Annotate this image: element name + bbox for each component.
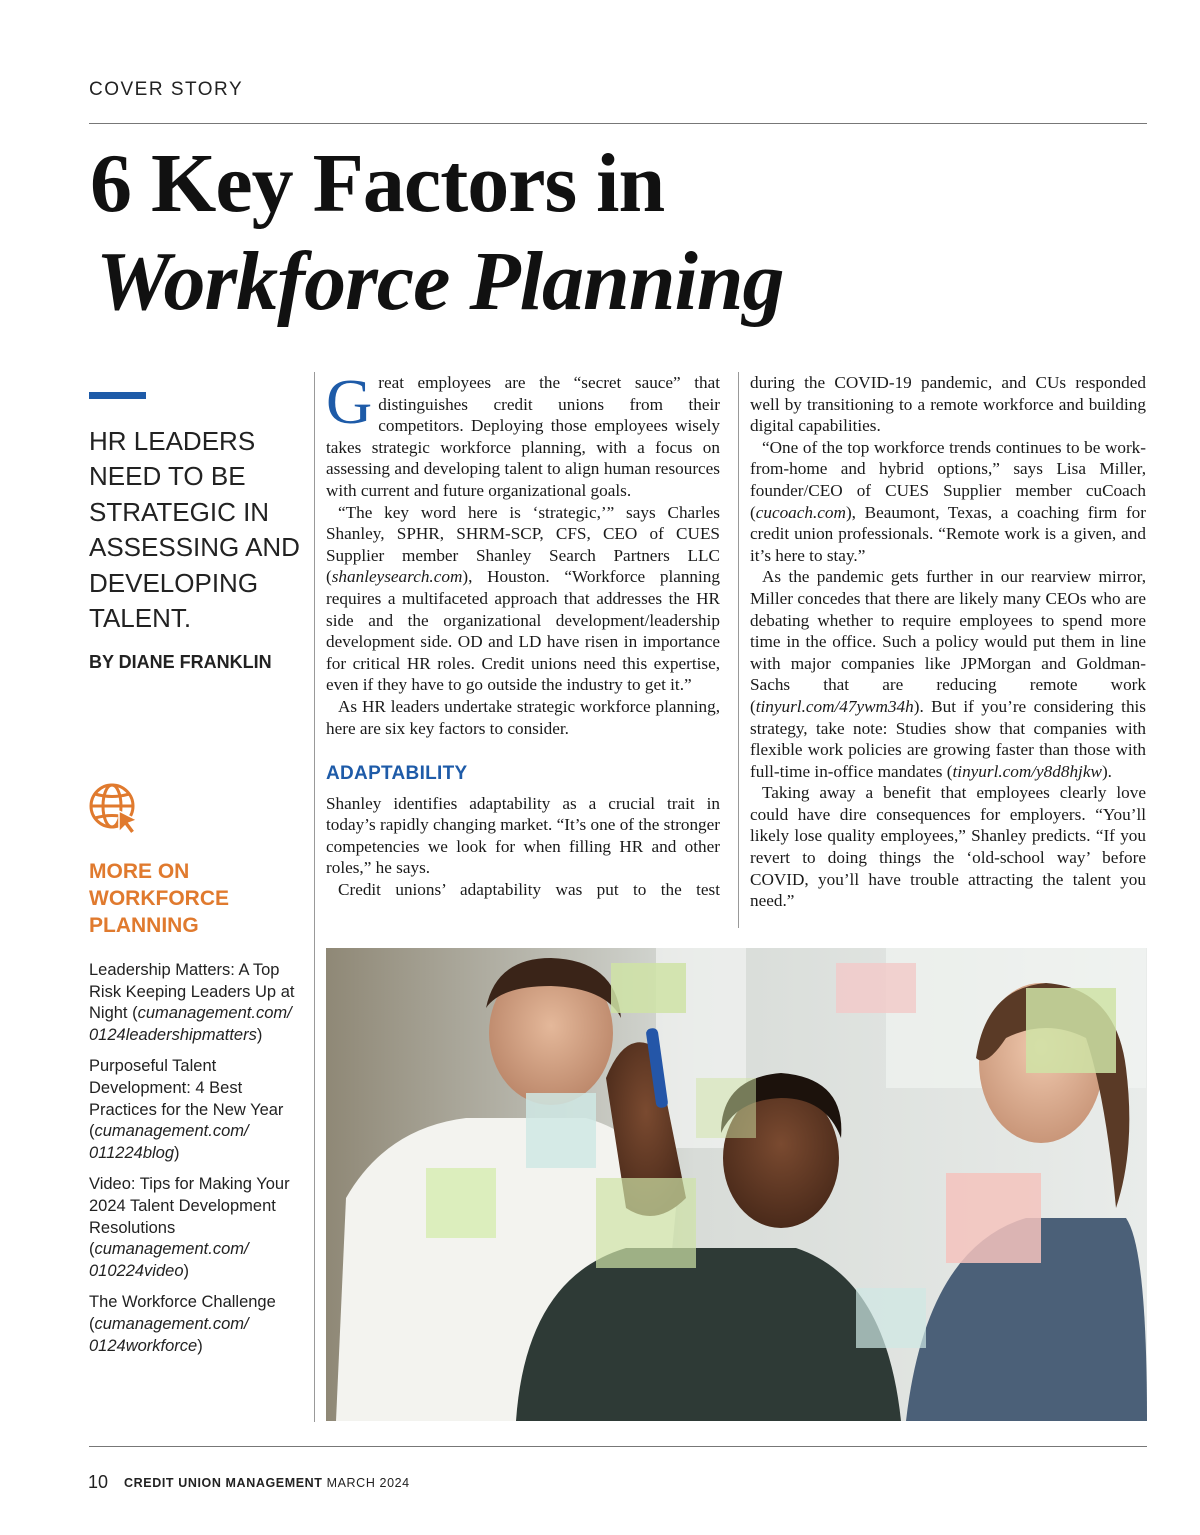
related-link[interactable]: Video: Tips for Making Your 2024 Talent Development Resolutions (cumanagement.com/ 010224video) [89,1175,290,1280]
publication-info [124,1476,410,1490]
related-link-url[interactable]: cumanagement.com/ 0124leadershipmatters [89,1004,292,1044]
article-paragraph: Taking away a benefit that employees clearly love could have dire consequences for employers. “You’ll likely lose quality employees,” Shanley predicts. “If you revert to doing things the ‘old-school way’ before COVID, you’ll have trouble attracting the talent you need.” [750,783,1146,911]
article-column-1 [326,366,720,901]
issue-date: MARCH 2024 [326,1476,410,1490]
section-label: COVER STORY [89,79,244,100]
footer-rule [89,1446,1147,1447]
byline: BY DIANE FRANKLIN [89,652,272,672]
related-link-title: Leadership Matters: A Top Risk Keeping Leaders Up at Night [89,961,295,1023]
related-link-title: Video: Tips for Making Your 2024 Talent Development Resolutions [89,1175,290,1237]
column-divider [738,372,739,928]
header-rule [89,123,1147,124]
related-link-title: Purposeful Talent Development: 4 Best Practices for the New Year [89,1057,284,1119]
article-paragraph: As HR leaders undertake strategic workforce planning, here are six key factors to consider. [326,696,720,738]
inline-link[interactable]: tinyurl.com/47ywm34h [755,696,914,716]
subhead-adaptability: ADAPTABILITY [326,763,468,785]
article-paragraph: As the pandemic gets further in our rearview mirror, Miller concedes that there are likely many CEOs who are debating whether to require employees to spend more time in the office. Such a policy would put them in line with major companies like JPMorgan and Goldman-Sachs that are reducing remote work (tinyurl.com/47ywm34h). But if you’re considering this strategy, take note: Studies show that companies with flexible work policies are growing faster than those with full-time in-office mandates (tinyurl.com/y8d8hjkw). [750,567,1146,781]
related-links-list [89,960,309,1367]
accent-bar [89,392,146,399]
related-link[interactable]: Leadership Matters: A Top Risk Keeping Leaders Up at Night (cumanagement.com/ 0124leadershipmatters) [89,961,295,1044]
related-link-url[interactable]: cumanagement.com/ 0124workforce [89,1314,249,1355]
article-paragraph: “One of the top workforce trends continues to be work-from-home and hybrid options,” says Lisa Miller, founder/CEO of CUES Supplier member cuCoach (cucoach.com), Beaumont, Texas, a coaching firm for credit union professionals. “Remote work is a given, and it’s here to stay.” [750,437,1146,565]
inline-link[interactable]: shanleysearch.com [331,567,463,587]
drop-cap: G [326,366,373,437]
related-link-url[interactable]: cumanagement.com/ 011224blog [89,1122,249,1162]
deck: HR LEADERS NEED TO BE STRATEGIC IN ASSESSING AND DEVELOPING TALENT. [89,426,300,634]
article-paragraph: Great employees are the “secret sauce” that distinguishes credit unions from their competitors. Deploying those employees wisely takes strategic workforce planning, with a focus on assessing and developing talent to align human resources with current and future organizational goals. [326,366,720,500]
article-paragraph: Shanley identifies adaptability as a crucial trait in today’s rapidly changing market. “It’s one of the stronger competencies we look for when filling HR and other roles,” he says. [326,793,720,878]
related-link-title: The Workforce Challenge [89,1293,276,1312]
inline-link[interactable]: cucoach.com [755,502,846,522]
headline-line1: 6 Key Factors in [90,137,665,230]
more-heading: MORE ON WORKFORCE PLANNING [89,860,229,937]
inline-link[interactable]: tinyurl.com/y8d8hjkw [952,761,1102,781]
article-paragraph: Credit unions’ adaptability was put to the test [338,880,720,900]
related-link-url[interactable]: cumanagement.com/ 010224video [89,1240,249,1280]
article-column-2 [750,372,1146,912]
article-paragraph: “The key word here is ‘strategic,’” says Charles Shanley, SPHR, SHRM-SCP, CFS, CEO of CUES Supplier member Shanley Search Partners LLC (shanleysearch.com), Houston. “Workforce planning requires a multifaceted approach that addresses the HR side and the organizational development/leadership development side. OD and LD have risen in importance for critical HR roles. Credit unions need this expertise, even if they have to go outside the industry to get it.” [326,502,720,695]
publication-name: CREDIT UNION MANAGEMENT [124,1476,323,1490]
article-paragraph-continued: during the COVID-19 pandemic, and CUs responded well by transitioning to a remote workforce and building digital capabilities. [750,373,1146,436]
team-photo [326,948,1147,1421]
related-link[interactable]: Purposeful Talent Development: 4 Best Practices for the New Year (cumanagement.com/ 011224blog) [89,1057,284,1162]
globe-cursor-icon [88,782,142,836]
page-number: 10 [88,1472,109,1492]
related-link[interactable]: The Workforce Challenge (cumanagement.com/ 0124workforce) [89,1293,276,1355]
headline-line2: Workforce Planning [96,235,784,328]
column-divider [314,372,315,1422]
